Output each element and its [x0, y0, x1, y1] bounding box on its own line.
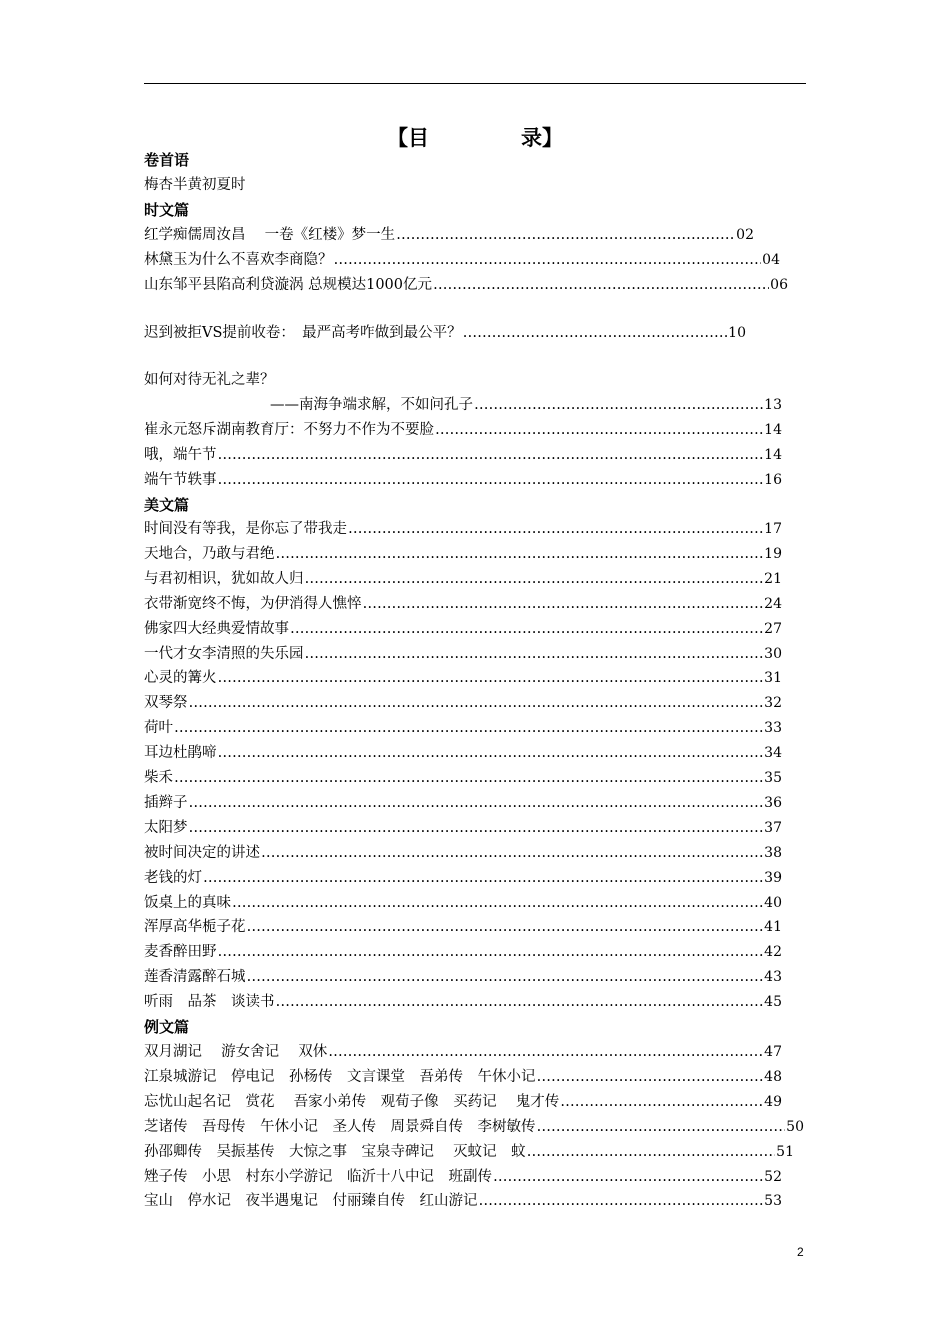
toc-entry[interactable]: [144, 223, 754, 247]
toc-entry[interactable]: [144, 1115, 804, 1139]
toc-leader-dots: [247, 915, 764, 939]
toc-entry-page: 06: [770, 277, 788, 293]
toc-entry[interactable]: [144, 567, 782, 591]
toc-entry-title: 一代才女李清照的失乐园: [144, 645, 304, 662]
toc-entry-title: 太阳梦: [144, 819, 188, 836]
toc-leader-dots: [218, 468, 764, 492]
toc-entry[interactable]: [144, 990, 782, 1014]
toc-entry[interactable]: [144, 915, 782, 939]
toc-leader-dots: [334, 248, 762, 272]
toc-entry-title: 耳边杜鹃啼: [144, 745, 217, 762]
toc-entry-page: 40: [764, 894, 782, 911]
toc-leader-dots: [247, 965, 764, 989]
toc-entry-page: 04: [762, 252, 780, 268]
toc-leader-dots: [232, 891, 763, 915]
toc-entry-page: 42: [764, 944, 782, 961]
toc-entry-title: 迟到被拒VS提前收卷： 最严高考咋做到最公平？: [144, 325, 462, 341]
toc-entry[interactable]: [144, 891, 782, 915]
toc-entry[interactable]: [144, 592, 782, 616]
toc-entry-page: 39: [764, 869, 782, 886]
toc-leader-dots: [174, 766, 763, 790]
toc-entry-title: 芝诸传 吾母传 午休小记 圣人传 周景舜自传 李树敏传: [144, 1118, 536, 1135]
toc-leader-dots: [189, 816, 764, 840]
toc-entry-title: 时间没有等我，是你忘了带我走: [144, 521, 347, 537]
toc-entry[interactable]: [144, 418, 782, 442]
section-heading-liwen: 例文篇: [144, 1018, 190, 1036]
toc-entry-page: 30: [764, 645, 782, 662]
toc-entry-subtitle: ——南海争端求解，不如问孔子: [270, 397, 473, 413]
toc-entry[interactable]: [144, 443, 782, 467]
toc-entry[interactable]: [144, 716, 782, 740]
section-heading-juanshouyu: 卷首语: [144, 151, 190, 169]
toc-entry[interactable]: [144, 617, 782, 641]
toc-leader-dots: [189, 791, 764, 815]
toc-entry-page: 21: [764, 570, 782, 587]
toc-entry-title: 插辫子: [144, 794, 188, 811]
toc-entry-page: 48: [764, 1068, 782, 1085]
toc-entry-page: 14: [764, 447, 782, 463]
toc-entry-title: 莲香清露醉石城: [144, 969, 246, 986]
toc-entry-title: 林黛玉为什么不喜欢李商隐？: [144, 252, 333, 268]
toc-entry-title: 柴禾: [144, 770, 173, 786]
toc-leader-dots: [560, 1090, 763, 1114]
toc-entry-page: 16: [764, 472, 782, 488]
toc-entry[interactable]: [144, 766, 782, 790]
toc-entry[interactable]: [144, 691, 782, 715]
title-left: 【目: [387, 126, 429, 150]
toc-entry-page: 24: [764, 595, 782, 612]
toc-entry-page: 13: [764, 397, 782, 413]
toc-leader-dots: [305, 642, 764, 666]
toc-entry[interactable]: [144, 642, 782, 666]
toc-leader-dots: [305, 567, 764, 591]
header-rule: [144, 83, 806, 84]
toc-entry[interactable]: [144, 666, 782, 690]
toc-leader-dots: [218, 741, 764, 765]
toc-entry-title: 佛家四大经典爱情故事: [144, 620, 289, 637]
toc-entry[interactable]: [144, 517, 782, 541]
toc-entry-page: 49: [764, 1093, 782, 1110]
toc-leader-dots: [261, 841, 763, 865]
toc-entry[interactable]: [144, 866, 782, 890]
toc-entry-title: 江泉城游记 停电记 孙杨传 文言课堂 吾弟传 午休小记: [144, 1068, 536, 1085]
toc-entry[interactable]: [144, 321, 746, 345]
toc-leader-dots: [479, 1189, 764, 1213]
toc-entry-title: 山东邹平县陷高利贷漩涡 总规模达1000亿元: [144, 277, 433, 293]
toc-entry-title: 双月湖记 游女舍记 双休: [144, 1044, 328, 1060]
toc-leader-dots: [348, 517, 763, 541]
toc-entry[interactable]: [144, 1189, 782, 1213]
toc-leader-dots: [537, 1115, 786, 1139]
toc-entry-page: 33: [764, 720, 782, 737]
toc-entry-title: 天地合，乃敢与君绝: [144, 545, 275, 562]
toc-leader-dots: [328, 1040, 763, 1064]
toc-entry-page: 41: [764, 919, 782, 936]
toc-entry-page: 47: [764, 1044, 782, 1060]
toc-leader-dots: [463, 321, 728, 345]
title-right: 录】: [521, 126, 563, 150]
toc-entry[interactable]: [144, 1140, 794, 1164]
toc-leader-dots: [218, 443, 764, 467]
toc-leader-dots: [189, 691, 764, 715]
toc-leader-dots: [203, 866, 763, 890]
toc-entry-title: 崔永元怒斥湖南教育厅：不努力不作为不要脸: [144, 422, 434, 438]
toc-entry-title: 心灵的篝火: [144, 670, 217, 687]
intro-item: 梅杏半黄初夏时: [144, 177, 246, 193]
toc-entry-title: 老钱的灯: [144, 869, 202, 886]
toc-entry[interactable]: [144, 542, 782, 566]
toc-entry-page: 50: [786, 1118, 804, 1135]
toc-entry-page: 02: [736, 227, 754, 243]
toc-leader-dots: [290, 617, 763, 641]
toc-entry-page: 38: [764, 844, 782, 861]
toc-entry-title: 饭桌上的真味: [144, 894, 231, 911]
toc-leader-dots: [474, 393, 763, 417]
toc-leader-dots: [276, 542, 764, 566]
toc-leader-dots: [218, 940, 764, 964]
toc-entry-page: 14: [764, 422, 782, 438]
toc-entry-title: 与君初相识，犹如故人归: [144, 570, 304, 587]
toc-entry-page: 10: [728, 325, 746, 341]
toc-entry[interactable]: [144, 248, 780, 272]
toc-entry-page: 34: [764, 745, 782, 762]
toc-entry-title: 忘忧山起名记 赏花 吾家小弟传 观荀子像 买药记 鬼才传: [144, 1093, 560, 1110]
toc-entry-title: 双琴祭: [144, 695, 188, 712]
toc-leader-dots: [527, 1140, 776, 1164]
page-number: 2: [797, 1245, 804, 1259]
toc-leader-dots: [363, 592, 764, 616]
toc-leader-dots: [218, 666, 764, 690]
toc-entry-title: 被时间决定的讲述: [144, 844, 260, 861]
toc-entry-title: 麦香醉田野: [144, 944, 217, 961]
toc-leader-dots: [435, 418, 763, 442]
toc-entry-title: 浑厚高华栀子花: [144, 919, 246, 936]
toc-entry-page: 17: [764, 521, 782, 537]
toc-entry-title: 孙邵卿传 吴振基传 大惊之事 宝泉寺碑记 灭蚊记 蚊: [144, 1143, 526, 1160]
section-heading-meiwen: 美文篇: [144, 496, 190, 514]
toc-entry-title: 宝山 停水记 夜半遇鬼记 付丽臻自传 红山游记: [144, 1193, 478, 1210]
toc-leader-dots: [276, 990, 764, 1014]
toc-entry-title[interactable]: 如何对待无礼之辈？: [144, 372, 275, 388]
toc-entry-page: 52: [764, 1168, 782, 1185]
toc-entry-page: 37: [764, 819, 782, 836]
toc-entry-page: 36: [764, 794, 782, 811]
toc-entry[interactable]: [144, 741, 782, 765]
toc-entry-page: 45: [764, 994, 782, 1011]
toc-entry-title: 矬子传 小思 村东小学游记 临沂十八中记 班副传: [144, 1168, 492, 1185]
toc-entry-page: 32: [764, 695, 782, 712]
toc-leader-dots: [433, 273, 769, 297]
section-heading-shiwen: 时文篇: [144, 201, 190, 219]
toc-entry-title: 荷叶: [144, 720, 173, 737]
toc-leader-dots: [537, 1065, 764, 1089]
toc-leader-dots: [493, 1165, 763, 1189]
toc-entry-page: 51: [776, 1143, 794, 1160]
toc-entry[interactable]: [144, 816, 782, 840]
toc-leader-dots: [174, 716, 763, 740]
toc-entry-title: 哦，端午节: [144, 447, 217, 463]
toc-entry[interactable]: [144, 841, 782, 865]
toc-entry[interactable]: [144, 1065, 782, 1089]
toc-entry[interactable]: [144, 1040, 782, 1064]
toc-entry-title: 端午节轶事: [144, 472, 217, 488]
toc-entry[interactable]: [144, 965, 782, 989]
toc-entry[interactable]: [144, 393, 782, 417]
toc-entry-page: 43: [764, 969, 782, 986]
toc-entry-page: 53: [764, 1193, 782, 1210]
toc-entry-page: 27: [764, 620, 782, 637]
toc-entry-page: 31: [764, 670, 782, 687]
toc-entry-page: 19: [764, 545, 782, 562]
toc-entry[interactable]: [144, 468, 782, 492]
toc-entry-title: 衣带渐宽终不悔，为伊消得人憔悴: [144, 595, 362, 612]
toc-entry[interactable]: [144, 273, 788, 297]
toc-entry[interactable]: [144, 1090, 782, 1114]
toc-leader-dots: [396, 223, 735, 247]
toc-entry[interactable]: [144, 1165, 782, 1189]
toc-entry-title: 听雨 品茶 谈读书: [144, 994, 275, 1011]
toc-entry[interactable]: [144, 791, 782, 815]
toc-entry-title: 红学痴儒周汝昌 一卷《红楼》梦一生: [144, 227, 396, 243]
toc-entry[interactable]: [144, 940, 782, 964]
toc-entry-page: 35: [764, 770, 782, 786]
